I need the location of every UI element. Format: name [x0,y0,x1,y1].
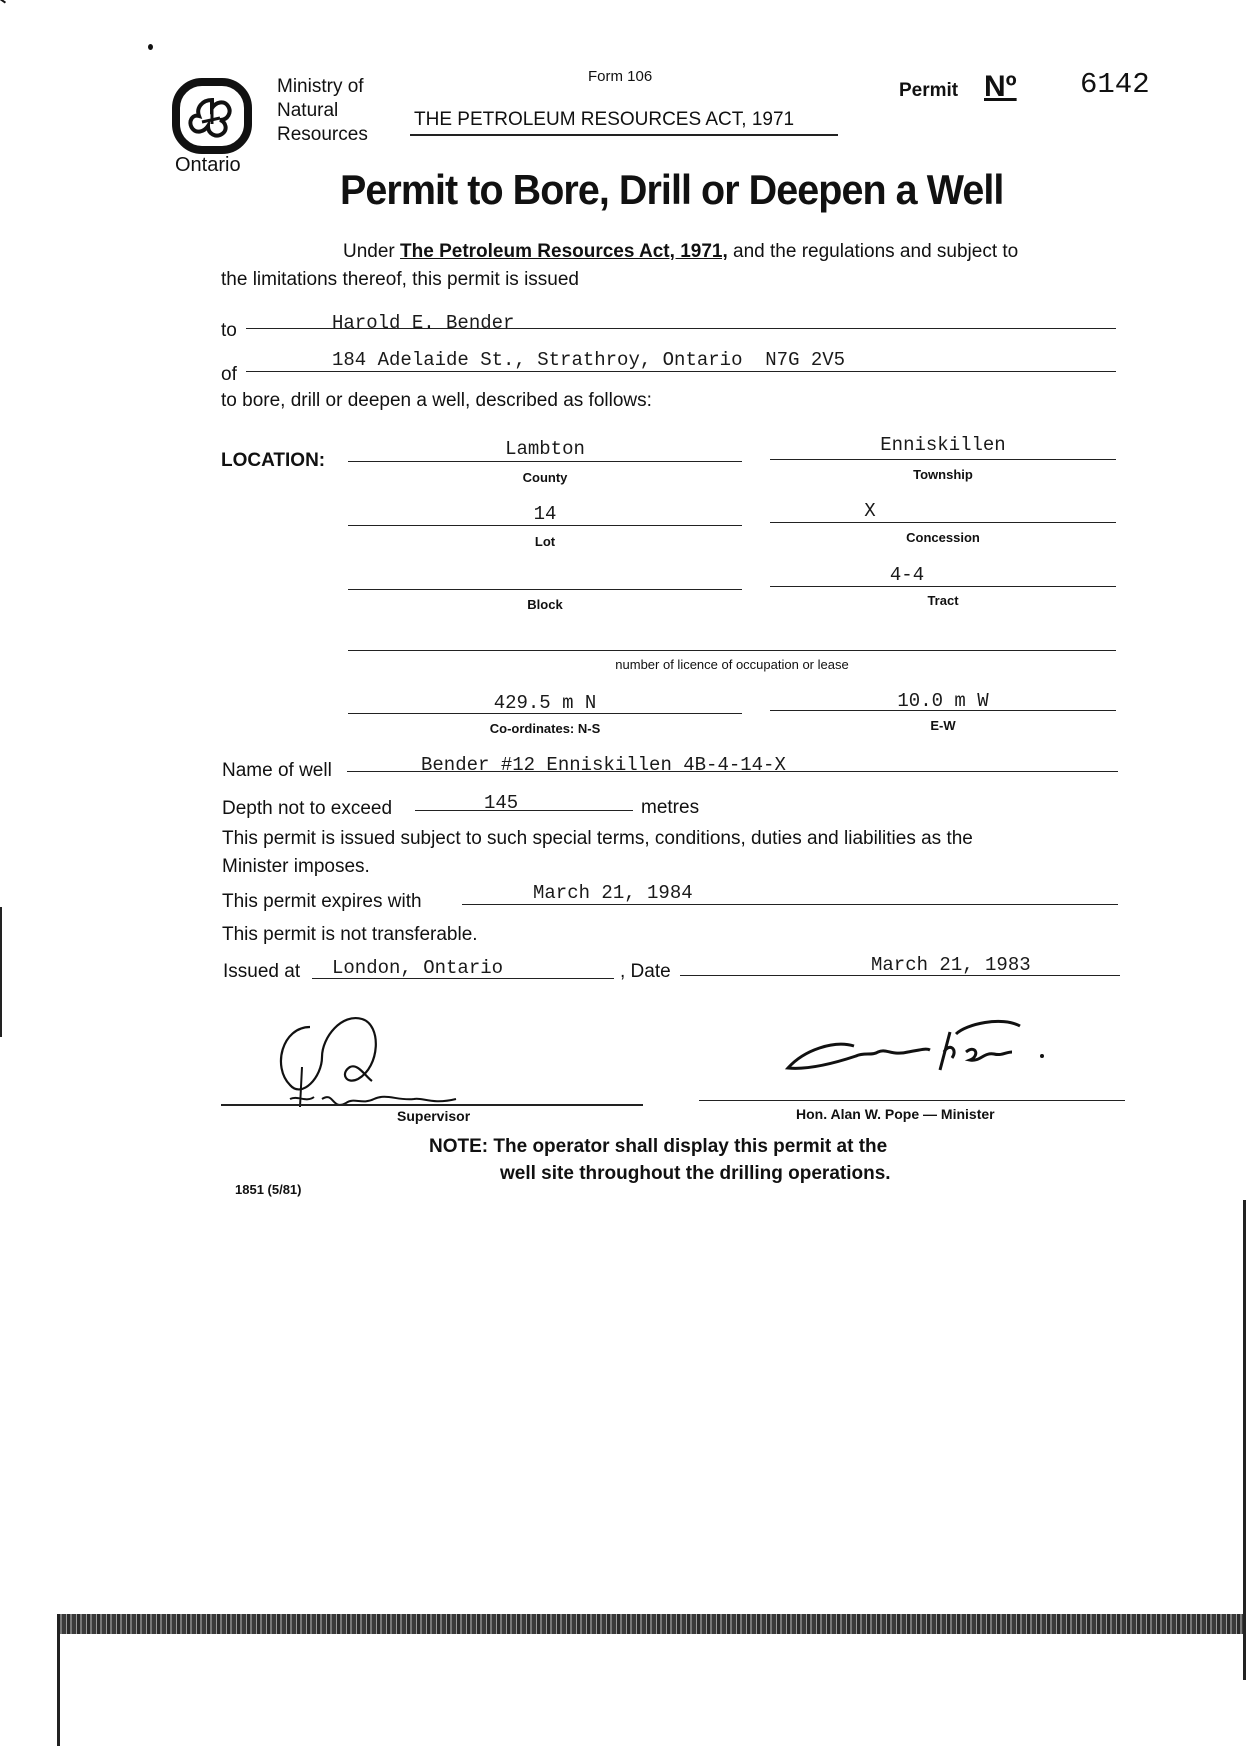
expires-label: This permit expires with [222,891,422,912]
licence-line [348,650,1116,651]
township-line [770,459,1116,460]
supervisor-line [221,1104,643,1106]
ontario-logo [172,78,252,154]
tract-caption: Tract [927,593,959,608]
note-line-1 [429,1136,887,1158]
note-line-2: well site throughout the drilling operations. [500,1163,891,1184]
tract-line [770,586,1116,587]
ministry-line: Natural [277,100,339,121]
not-transferable: This permit is not transferable. [222,924,478,945]
depth-label: Depth not to exceed [222,798,393,819]
permit-label: Permit [899,80,959,101]
act-title-underline [410,134,838,136]
scan-speck [0,0,6,4]
signature-icon [780,1012,1060,1082]
ministry-name [277,75,368,147]
issued-at-label: Issued at [223,961,301,982]
note-text: The operator shall display this permit at the [493,1136,888,1157]
of-line [246,371,1116,372]
licence-caption: number of licence of occupation or lease [615,657,849,672]
preamble-prefix: Under [343,241,395,262]
ministry-line: Ministry of [277,76,364,97]
permit-number: 6142 [1080,68,1150,101]
expires-line [462,904,1118,905]
location-label: LOCATION: [221,450,326,471]
recipient-name: Harold E. Bender [332,312,515,334]
coord-ns-caption: Co-ordinates: N-S [489,721,601,736]
province-label: Ontario [175,154,241,176]
preamble-line-1 [343,241,1018,263]
to-label: to [221,320,237,341]
scan-edge-left [57,1614,60,1746]
concession-value: X [864,500,876,522]
terms-line-1: This permit is issued subject to such special terms, conditions, duties and liabilities as the [222,828,973,849]
date-label: , Date [620,961,671,982]
signature-icon [262,1007,482,1117]
depth-line [415,810,633,811]
block-line [348,589,742,590]
well-name-label: Name of well [222,760,332,781]
of-label: of [221,364,237,385]
lot-line [348,525,742,526]
county-value: Lambton [505,438,585,460]
coord-ns-value: 429.5 m N [493,692,597,714]
number-sign: Nº [984,70,1017,103]
county-caption: County [522,470,568,485]
depth-value: 145 [484,792,519,814]
township-value: Enniskillen [880,434,1006,456]
page-title: Permit to Bore, Drill or Deepen a Well [340,166,1004,213]
well-name-value: Bender #12 Enniskillen 4B-4-14-X [421,754,786,776]
supervisor-signature [262,1007,482,1117]
ministry-line: Resources [277,124,368,145]
preamble-act-name: The Petroleum Resources Act, 1971, [400,241,728,262]
issued-at-value: London, Ontario [332,957,504,979]
recipient-address: 184 Adelaide St., Strathroy, Ontario N7G 2V5 [332,349,846,371]
lot-value: 14 [533,503,557,525]
block-caption: Block [527,597,563,612]
date-value: March 21, 1983 [871,954,1031,976]
coord-ew-value: 10.0 m W [897,690,989,712]
coord-ew-caption: E-W [930,718,956,733]
concession-caption: Concession [906,530,980,545]
minister-line [699,1100,1125,1101]
scan-speck [148,44,153,50]
terms-line-2: Minister imposes. [222,856,370,877]
form-code: 1851 (5/81) [235,1182,302,1197]
supervisor-caption: Supervisor [397,1108,471,1124]
township-caption: Township [913,467,973,482]
tract-value: 4-4 [889,564,925,586]
expires-value: March 21, 1984 [533,882,693,904]
county-line [348,461,742,462]
note-label: NOTE: [429,1136,489,1157]
preamble-line-2: the limitations thereof, this permit is issued [221,269,579,290]
minister-signature [780,1012,1060,1082]
lot-caption: Lot [534,534,556,549]
form-number: Form 106 [588,68,653,85]
depth-unit: metres [641,797,700,818]
purpose-text: to bore, drill or deepen a well, described as follows: [221,390,652,411]
act-title: THE PETROLEUM RESOURCES ACT, 1971 [414,109,795,130]
concession-line [770,522,1116,523]
trillium-icon [172,78,252,154]
preamble-rest: and the regulations and subject to [733,241,1019,262]
scan-edge-bar [57,1614,1246,1634]
minister-caption: Hon. Alan W. Pope — Minister [796,1106,995,1122]
scan-edge-left-top [0,907,2,1037]
